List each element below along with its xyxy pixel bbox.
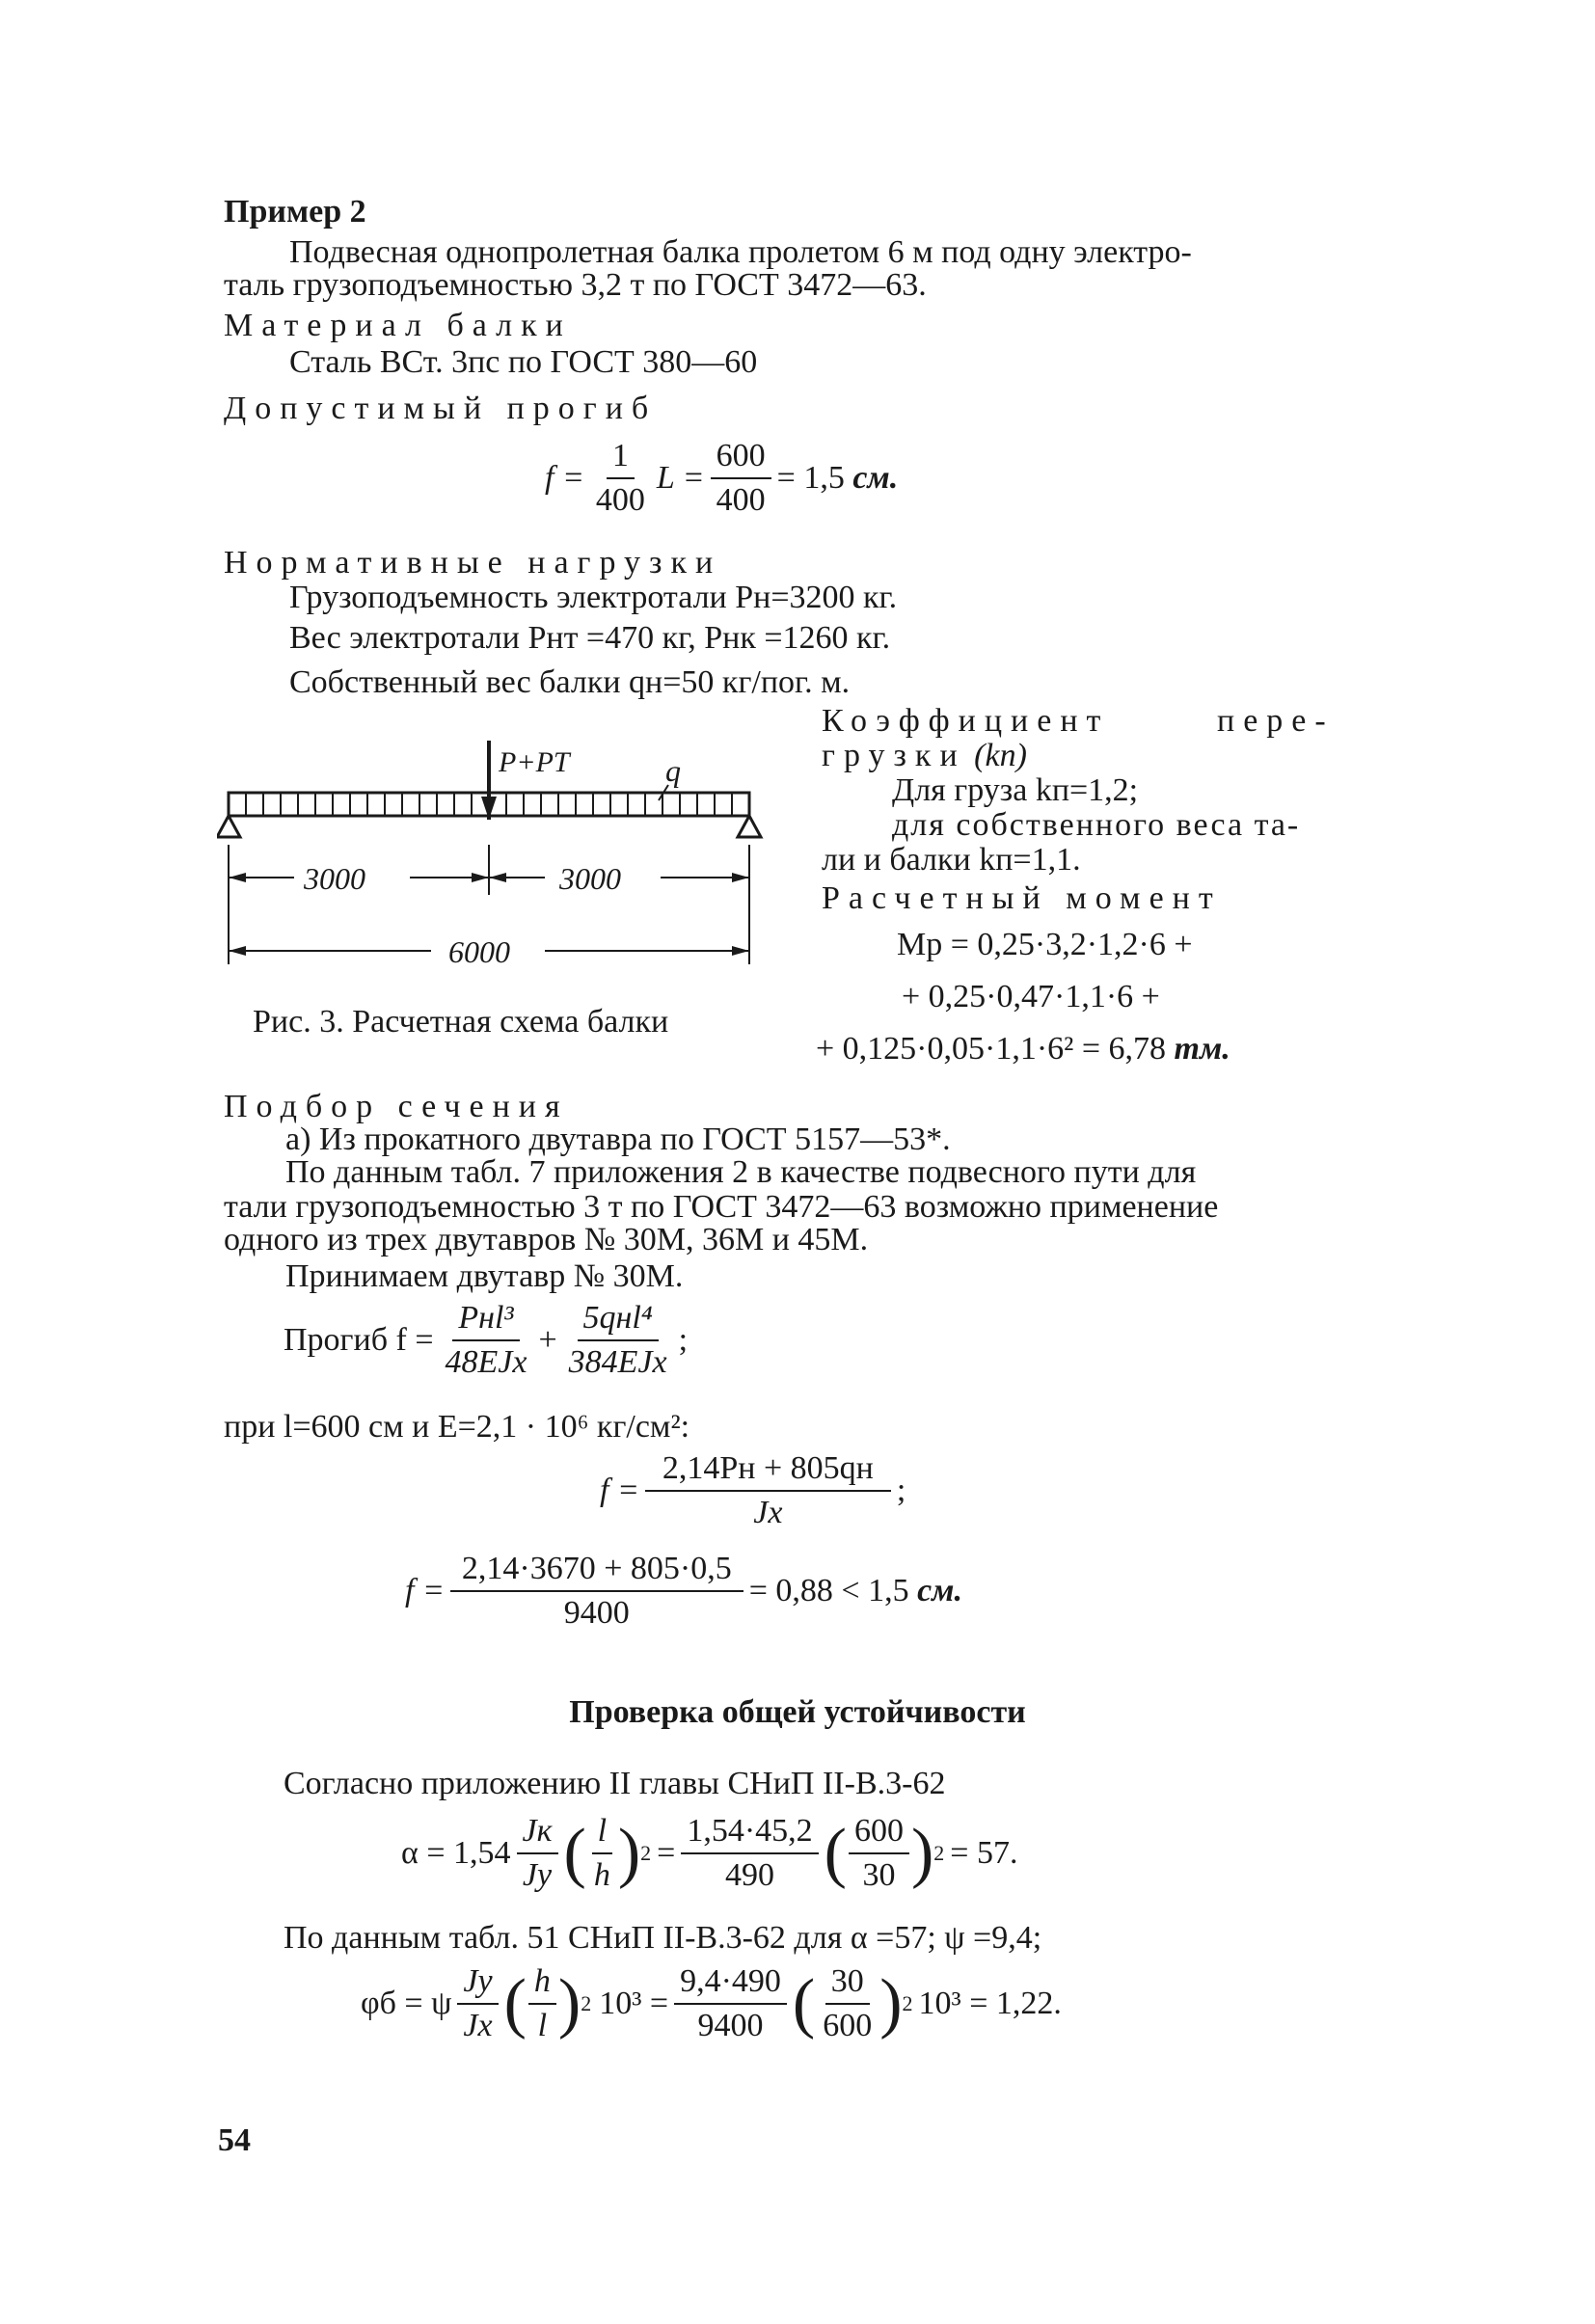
fraction-numerator: 2,14·3670 + 805·0,5 — [450, 1551, 743, 1592]
fraction-numerator: 1 — [607, 438, 635, 479]
phi-pow: 10³ = — [599, 1986, 669, 2021]
fraction-numerator: 9,4·490 — [674, 1963, 787, 2005]
load-hoist-weight: Вес электротали Pнт =470 кг, Pнк =1260 кг. — [289, 620, 891, 656]
deflection-formula — [545, 438, 898, 519]
deflection-lhs: f = — [545, 460, 584, 496]
right-paren: ) — [617, 1816, 641, 1890]
deflection-heading: Допустимый прогиб — [224, 391, 658, 426]
fraction-denominator: 9400 — [563, 1595, 630, 1631]
right-support — [738, 816, 761, 837]
phi-rhs: 10³ = 1,22. — [918, 1986, 1062, 2021]
beam-diagram — [217, 733, 776, 984]
overload-self-weight-1: для собственного веса та- — [892, 807, 1301, 843]
fraction-denominator: Jx — [753, 1495, 783, 1530]
fraction-numerator: l — [592, 1813, 612, 1854]
left-paren: ( — [563, 1816, 586, 1890]
left-support — [217, 816, 240, 837]
fraction-denominator: 384EJx — [568, 1344, 667, 1380]
fraction-denominator: 400 — [595, 482, 645, 518]
moment-line-2: + 0,25·0,47·1,1·6 + — [902, 979, 1160, 1014]
fraction-denominator: 600 — [823, 2008, 873, 2043]
fraction-denominator: 30 — [862, 1857, 896, 1893]
alpha-paren2-fraction — [849, 1813, 909, 1894]
phi-paren2-fraction — [817, 1963, 878, 2044]
fraction-denominator: Jy — [522, 1857, 553, 1893]
f2-fraction — [645, 1450, 891, 1531]
overload-cargo: Для груза kп=1,2; — [892, 772, 1139, 808]
section-p3: одного из трех двутавров № 30М, 36М и 45М. — [224, 1222, 869, 1257]
given-values: при l=600 см и E=2,1 · 10⁶ кг/см²: — [224, 1409, 690, 1445]
dim-arrow — [472, 873, 489, 882]
deflection-label: Прогиб f = — [284, 1322, 434, 1358]
fraction-denominator: 9400 — [697, 2008, 764, 2043]
fraction-numerator: 2,14Pн + 805qн — [645, 1450, 891, 1492]
alpha-lhs: α = 1,54 — [401, 1835, 511, 1871]
phi-formula: φб = ψ $\frac{Jy}{Jx}$ ( $\frac{h}{l}$ ) 2 10³ = $\frac{9,4\cdot 490}{9400}$ ( $\frac{30}{600}$ ) 2 10³ = 1,22. — [361, 1963, 1062, 2043]
dim-arrow — [732, 873, 749, 882]
phi-lhs: φб = ψ — [361, 1986, 452, 2021]
moment-line-3: + 0,125·0,05·1,1·6² = 6,78 — [816, 1031, 1167, 1067]
phi-ratio — [457, 1963, 498, 2044]
fraction-numerator: 600 — [711, 438, 771, 479]
material-text: Сталь ВСт. 3пс по ГОСТ 380—60 — [289, 344, 758, 380]
fraction-numerator: h — [528, 1963, 556, 2005]
f2-lhs: f = — [600, 1473, 639, 1508]
deflection-rhs: = 1,5 — [776, 460, 845, 496]
left-paren: ( — [824, 1816, 847, 1890]
load-capacity: Грузоподъемность электротали Pн=3200 кг. — [289, 580, 898, 615]
fraction-denominator: 48EJx — [445, 1344, 527, 1380]
load-beam-weight: Собственный вес балки qн=50 кг/пог. м. — [289, 664, 851, 700]
overload-heading-3: грузки — [822, 738, 966, 773]
stability-heading: Проверка общей устойчивости — [569, 1694, 1026, 1730]
overload-self-weight-2: ли и балки kп=1,1. — [822, 842, 1081, 878]
fraction-numerator: Jy — [457, 1963, 498, 2005]
figure-caption: Рис. 3. Расчетная схема балки — [253, 1004, 669, 1040]
fraction-numerator: 5qнl⁴ — [578, 1300, 659, 1341]
overload-heading-1: Коэффициент — [822, 703, 1110, 739]
equals-sign: = — [657, 1835, 676, 1871]
deflection-fraction-1 — [590, 438, 651, 519]
fraction-numerator: 30 — [825, 1963, 870, 2005]
f3-unit: см. — [917, 1573, 962, 1608]
right-paren: ) — [879, 1966, 903, 2040]
fraction-denominator: h — [593, 1857, 610, 1893]
fraction-denominator: 400 — [716, 482, 766, 518]
deflection-unit: см. — [852, 460, 899, 496]
fraction-denominator: Jx — [463, 2008, 493, 2043]
fraction-numerator: 1,54·45,2 — [681, 1813, 818, 1854]
fraction-numerator: 600 — [849, 1813, 909, 1854]
semicolon: ; — [678, 1322, 689, 1358]
intro-line-1: Подвесная однопролетная балка пролетом 6 м под одну электро- — [289, 234, 1192, 270]
q-label: q — [665, 753, 681, 788]
dim-arrow — [229, 946, 246, 956]
f3-rhs: = 0,88 < 1,5 — [748, 1573, 909, 1608]
deflection-formula-2 — [600, 1450, 906, 1531]
dim-left: 3000 — [304, 861, 365, 896]
alpha-ratio — [517, 1813, 558, 1894]
stability-text-2: По данным табл. 51 СНиП II-В.3-62 для α =57; ψ =9,4; — [284, 1920, 1042, 1956]
dim-arrow — [229, 873, 246, 882]
alpha-mid-fraction — [681, 1813, 818, 1894]
moment-unit: тм. — [1174, 1031, 1230, 1067]
right-paren: ) — [557, 1966, 581, 2040]
term-1-fraction — [440, 1300, 533, 1381]
phi-mid-fraction — [674, 1963, 787, 2044]
section-a: а) Из прокатного двутавра по ГОСТ 5157—53*. — [285, 1121, 951, 1157]
alpha-rhs: = 57. — [950, 1835, 1018, 1871]
left-paren: ( — [503, 1966, 527, 2040]
loads-heading: Нормативные нагрузки — [224, 545, 722, 581]
fraction-numerator: Pнl³ — [452, 1300, 519, 1341]
alpha-paren-fraction — [588, 1813, 616, 1894]
deflection-formula-3 — [405, 1551, 962, 1632]
phi-paren-fraction — [528, 1963, 556, 2044]
example-title: Пример 2 — [224, 194, 366, 230]
deflection-fraction-2 — [711, 438, 771, 519]
overload-heading-2: пере- — [1217, 703, 1335, 739]
dim-right: 3000 — [559, 861, 621, 896]
load-label: P+PT — [499, 746, 570, 778]
fraction-denominator: 490 — [724, 1857, 774, 1893]
section-accept: Принимаем двутавр № 30М. — [285, 1258, 684, 1294]
deflection-general-formula — [284, 1300, 688, 1381]
intro-line-2: таль грузоподъемностью 3,2 т по ГОСТ 3472—63. — [224, 267, 927, 303]
moment-heading: Расчетный момент — [822, 880, 1222, 916]
section-p2: тали грузоподъемностью 3 т по ГОСТ 3472—63 возможно применение — [224, 1189, 1219, 1225]
left-paren: ( — [792, 1966, 816, 2040]
f3-fraction — [450, 1551, 743, 1632]
fraction-denominator: l — [537, 2008, 548, 2043]
plus-sign: + — [538, 1322, 557, 1358]
material-heading: Материал балки — [224, 308, 572, 343]
right-paren: ) — [910, 1816, 934, 1890]
dim-arrow — [489, 873, 506, 882]
alpha-formula: α = 1,54 $\frac{Jк}{Jy}$ ( $\frac{l}{h}$ ) 2 = $\frac{1,54\cdot 45,2}{490}$ ( $\frac{600}{30}$ ) 2 = 57. — [401, 1813, 1018, 1893]
deflection-mid: L = — [656, 460, 705, 496]
moment-line-1: Mр = 0,25·3,2·1,2·6 + — [897, 927, 1193, 962]
fraction-numerator: Jк — [517, 1813, 558, 1854]
dim-total: 6000 — [448, 934, 510, 969]
term-2-fraction — [563, 1300, 673, 1381]
dim-arrow — [732, 946, 749, 956]
section-heading: Подбор сечения — [224, 1089, 569, 1124]
section-p1: По данным табл. 7 приложения 2 в качестве подвесного пути для — [285, 1154, 1197, 1190]
page-number: 54 — [218, 2122, 251, 2158]
overload-symbol: (kп) — [974, 738, 1027, 773]
f3-lhs: f = — [405, 1573, 445, 1608]
semicolon: ; — [896, 1473, 906, 1508]
stability-text-1: Согласно приложению II главы СНиП II-В.3-62 — [284, 1766, 946, 1801]
